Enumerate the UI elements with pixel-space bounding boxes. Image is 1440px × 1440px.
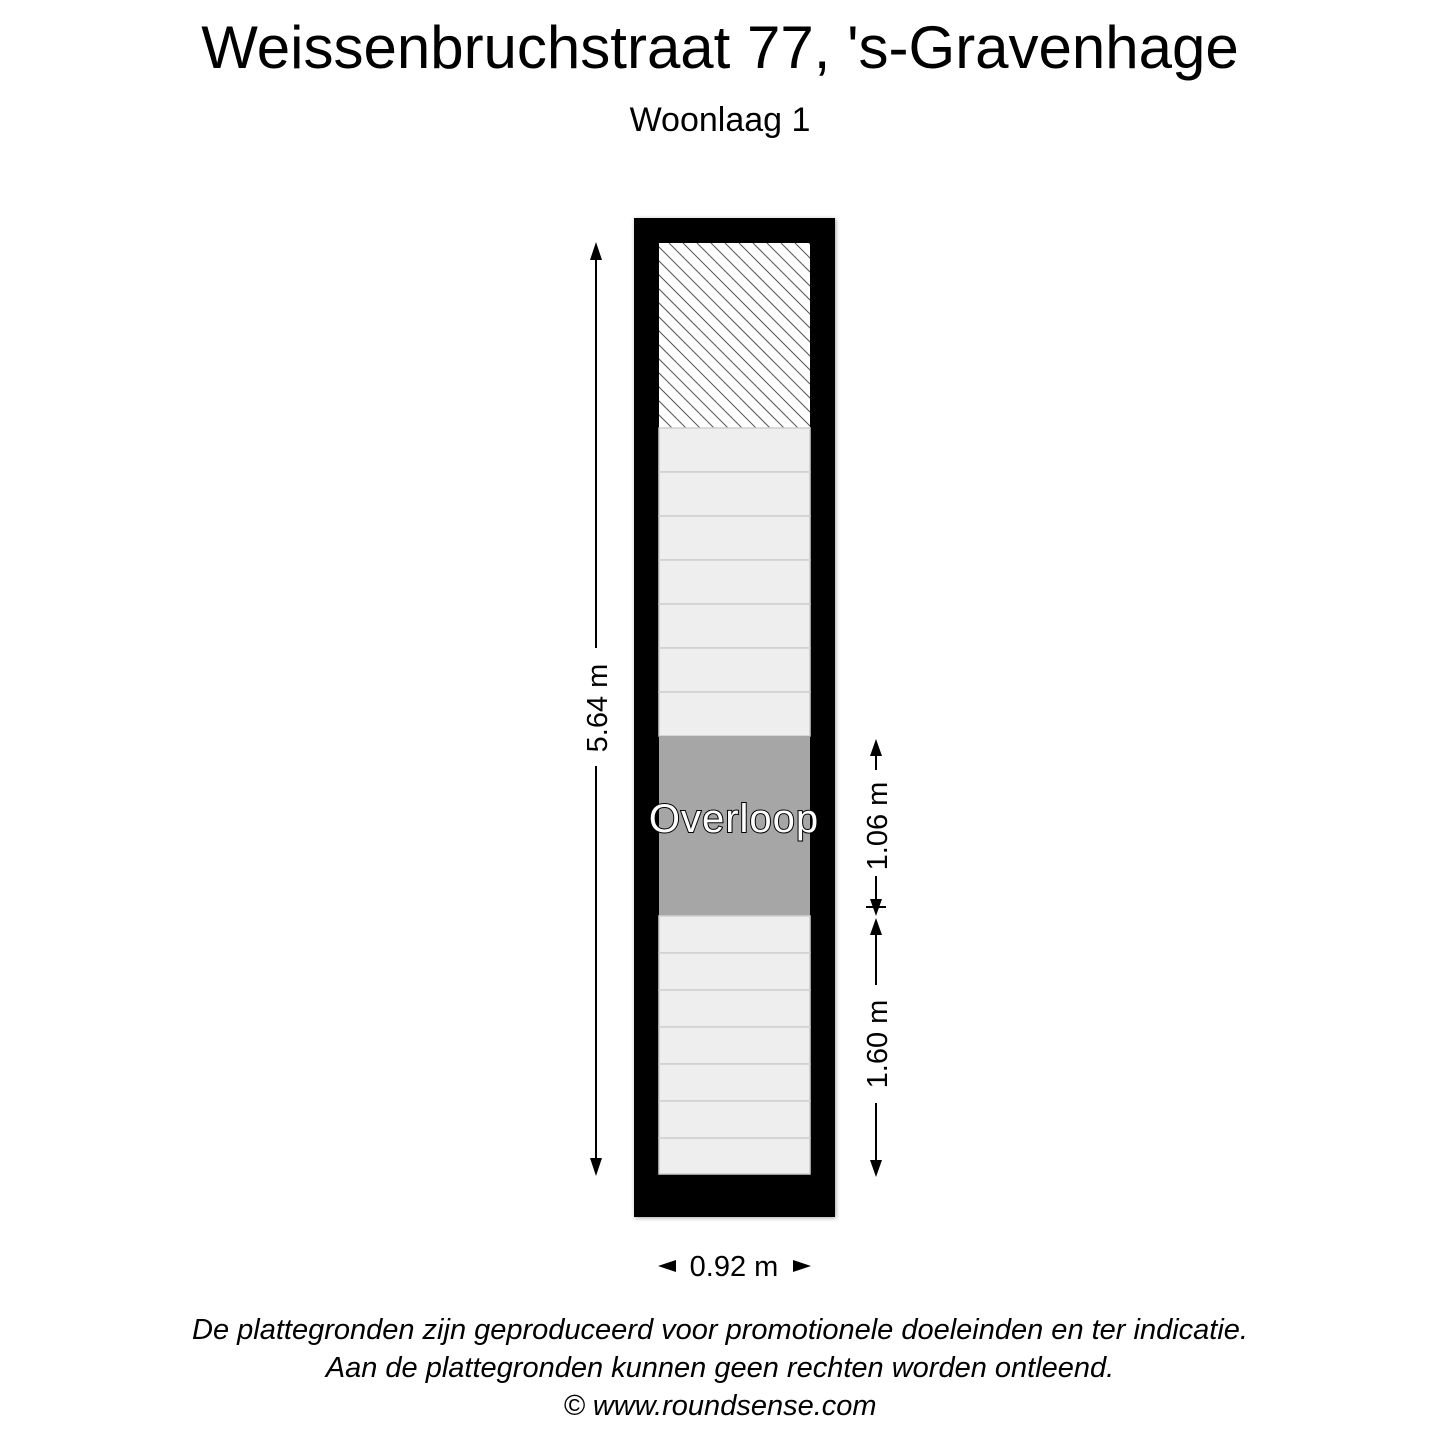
dimension-width-total xyxy=(658,1251,811,1283)
hatch-line xyxy=(851,243,1036,428)
hatch-line xyxy=(473,243,658,428)
stair-tread xyxy=(659,472,810,516)
hatch-line xyxy=(809,243,994,428)
stair-tread xyxy=(659,516,810,560)
room-label: Overloop xyxy=(648,797,820,841)
hatch-line xyxy=(837,243,1022,428)
stair-tread xyxy=(659,1138,810,1174)
copyright-line: © www.roundsense.com xyxy=(563,1390,877,1422)
stair-tread xyxy=(659,428,810,472)
dimension-height-total xyxy=(582,242,614,1176)
floor-subtitle: Woonlaag 1 xyxy=(629,101,811,139)
upper-stairs xyxy=(659,428,810,736)
stair-tread xyxy=(659,990,810,1027)
hatch-line xyxy=(459,243,644,428)
stair-tread xyxy=(659,953,810,990)
dimension-landing-label: 1.06 m xyxy=(862,781,894,871)
dimension-width-total-label: 0.92 m xyxy=(689,1251,779,1283)
stair-tread xyxy=(659,1064,810,1101)
hatch-line xyxy=(823,243,1008,428)
stair-tread xyxy=(659,692,810,736)
stair-tread xyxy=(659,604,810,648)
lower-stairs xyxy=(659,916,810,1174)
disclaimer-line-2: Aan de plattegronden kunnen geen rechten worden ontleend. xyxy=(325,1352,1115,1384)
stair-tread xyxy=(659,560,810,604)
page-title: Weissenbruchstraat 77, 's-Gravenhage xyxy=(201,14,1239,81)
disclaimer-line-1: De plattegronden zijn geproduceerd voor promotionele doeleinden en ter indicatie. xyxy=(192,1314,1248,1346)
stair-tread xyxy=(659,1101,810,1138)
disclaimer xyxy=(0,1311,1440,1425)
dimension-height-total-label: 5.64 m xyxy=(582,663,614,753)
stair-tread xyxy=(659,648,810,692)
dimension-landing xyxy=(862,739,894,916)
dimension-lower-stairs xyxy=(862,918,894,1177)
stair-tread xyxy=(659,916,810,953)
stair-tread xyxy=(659,1027,810,1064)
dimension-lower-stairs-label: 1.60 m xyxy=(862,999,894,1089)
